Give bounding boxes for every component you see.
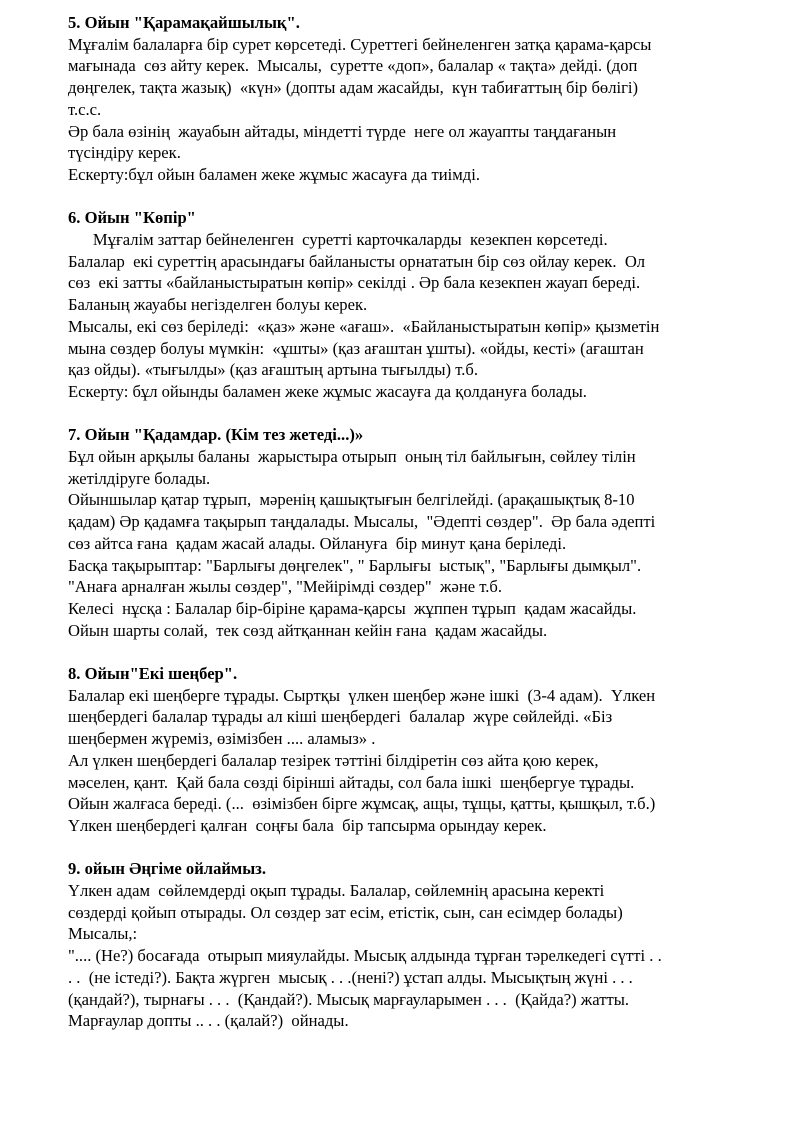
paragraph-line: Балалар екі шеңберге тұрады. Сыртқы үлкен шеңбер және ішкі (3-4 адам). Үлкен	[68, 685, 656, 705]
paragraph-line: Мұғалім заттар бейнеленген суретті карточкаларды кезекпен көрсетеді.	[68, 230, 608, 250]
paragraph-line: сөздерді қойып отырады. Ол сөздер зат есім, етістік, сын, сан есімдер болады)	[68, 902, 623, 922]
paragraph-line: қадам) Әр қадамға тақырып таңдалады. Мысалы, "Әдепті сөздер". Әр бала әдепті	[68, 512, 656, 532]
paragraph-line: Ойыншылар қатар тұрып, мәренің қашықтығын белгілейді. (арақашықтық 8-10	[68, 490, 635, 510]
paragraph-line: жетілдіруге болады.	[68, 468, 211, 488]
paragraph-line: Мұғалім балаларға бір сурет көрсетеді. Суреттегі бейнеленген затқа қарама-қарсы	[68, 34, 652, 54]
section-title: 9. ойын Әңгіме ойлаймыз.	[68, 859, 266, 879]
paragraph-line: . . (не істеді?). Бақта жүрген мысық . . .(нені?) ұстап алды. Мысықтың жүні . . .	[68, 967, 633, 987]
paragraph-line: сөз екі затты «байланыстыратын көпір» секілді . Әр бала кезекпен жауап береді.	[68, 273, 641, 293]
paragraph-line: ".... (Не?) босағада отырып мияулайды. Мысық алдында тұрған тәрелкедегі сүтті . .	[68, 946, 662, 966]
section-game-7	[68, 424, 768, 641]
paragraph-line: шеңбердегі балалар тұрады ал кіші шеңбердегі балалар жүре сөйлейді. «Біз	[68, 707, 613, 727]
paragraph-line: (қандай?), тырнағы . . . (Қандай?). Мысық марғауларымен . . . (Қайда?) жатты.	[68, 989, 629, 1009]
section-game-6	[68, 207, 768, 402]
paragraph-line: Ойын шарты солай, тек сөзд айтқаннан кейін ғана қадам жасайды.	[68, 620, 548, 640]
paragraph-line: мәселен, қант. Қай бала сөзді бірінші айтады, сол бала ішкі шеңбергуе тұрады.	[68, 772, 635, 792]
paragraph-line: қаз ойды). «тығылды» (қаз ағаштың артына тығылды) т.б.	[68, 360, 478, 380]
paragraph-line: "Анаға арналған жылы сөздер", "Мейірімді сөздер" және т.б.	[68, 577, 502, 597]
paragraph-line: Келесі нұсқа : Балалар бір-біріне қарама-қарсы жұппен тұрып қадам жасайды.	[68, 598, 637, 618]
section-title: 5. Ойын "Қарамақайшылық".	[68, 13, 300, 32]
paragraph-line: Үлкен адам сөйлемдерді оқып тұрады. Балалар, сөйлемнің арасына керекті	[68, 881, 605, 901]
paragraph-line: Мысалы, екі сөз беріледі: «қаз» және «ағаш». «Байланыстыратын көпір» қызметін	[68, 316, 660, 336]
paragraph-line: т.с.с.	[68, 99, 102, 119]
paragraph-line: мағынада сөз айту керек. Мысалы, суретте «доп», балалар « тақта» дейді. (доп	[68, 56, 638, 76]
paragraph-line: Ойын жалғаса береді. (... өзімізбен бірге жұмсақ, ащы, тұщы, қатты, қышқыл, т.б.)	[68, 794, 656, 814]
paragraph-line: түсіндіру керек.	[68, 143, 181, 163]
paragraph-line: дөңгелек, тақта жазық) «күн» (допты адам жасайды, күн табиғаттың бір бөлігі)	[68, 78, 639, 98]
section-game-8	[68, 663, 768, 837]
paragraph-line: сөз айтса ғана қадам жасай алады. Ойлануға бір минут қана беріледі.	[68, 533, 567, 553]
section-game-5	[68, 12, 768, 186]
section-title: 7. Ойын "Қадамдар. (Кім тез жетеді...)»	[68, 425, 364, 445]
paragraph-line: Баланың жауабы негізделген болуы керек.	[68, 295, 368, 315]
paragraph-line: Балалар екі суреттің арасындағы байланысты орнататын бір сөз ойлау керек. Ол	[68, 251, 646, 271]
note-line: Ескерту:бұл ойын баламен жеке жұмыс жасауға да тиімді.	[68, 164, 480, 184]
note-line: Ескерту: бұл ойынды баламен жеке жұмыс жасауға да қолдануға болады.	[68, 381, 587, 401]
section-title: 8. Ойын"Екі шеңбер".	[68, 664, 238, 684]
paragraph-line: Басқа тақырыптар: "Барлығы дөңгелек", " Барлығы ыстық", "Барлығы дымқыл".	[68, 555, 642, 575]
paragraph-line: Бұл ойын арқылы баланы жарыстыра отырып оның тіл байлығын, сөйлеу тілін	[68, 447, 636, 467]
section-game-9	[68, 858, 768, 1032]
paragraph-line: Мысалы,:	[68, 924, 138, 944]
document-page	[68, 12, 768, 1054]
paragraph-line: Үлкен шеңбердегі қалған соңғы бала бір тапсырма орындау керек.	[68, 815, 547, 835]
paragraph-line: Әр бала өзінің жауабын айтады, міндетті түрде неге ол жауапты таңдағанын	[68, 121, 617, 141]
section-title: 6. Ойын "Көпір"	[68, 208, 196, 228]
paragraph-line: Марғаулар допты .. . . (қалай?) ойнады.	[68, 1011, 349, 1031]
paragraph-line: шеңбермен жүреміз, өзімізбен .... аламыз» .	[68, 729, 376, 749]
paragraph-line: Ал үлкен шеңбердегі балалар тезірек тәттіні білдіретін сөз айта қою керек,	[68, 750, 599, 770]
paragraph-line: мына сөздер болуы мүмкін: «ұшты» (қаз ағаштан ұшты). «ойды, кесті» (ағаштан	[68, 338, 644, 358]
